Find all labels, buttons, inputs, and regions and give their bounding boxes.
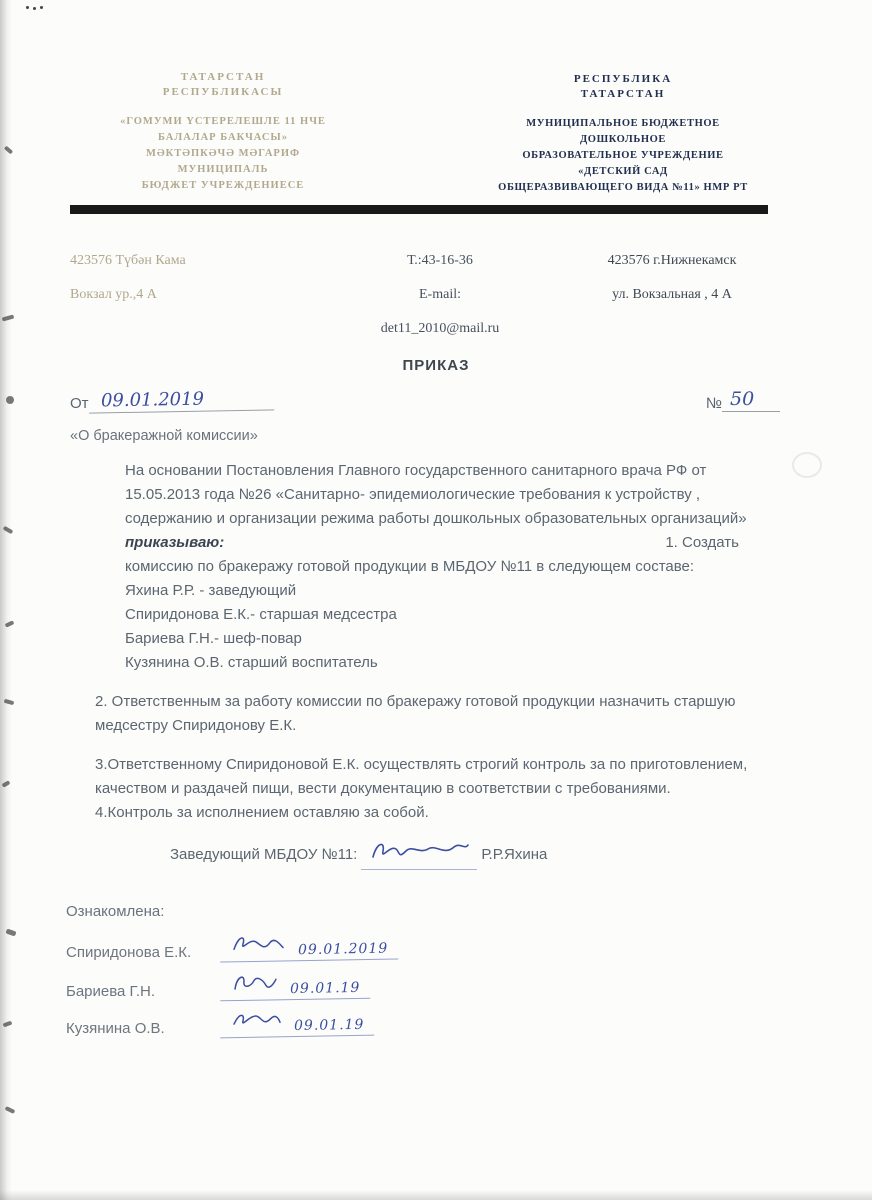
scan-artifact [2,780,11,787]
order-subject: «О бракеражной комиссии» [70,428,258,444]
order-meta-row [70,388,780,412]
letterhead-russian-org [468,116,778,196]
scan-artifact [4,146,13,155]
letterhead-tatar-org-line: БАЛАЛАР БАКЧАСЫ» [157,132,288,143]
body-line [95,531,757,555]
prikaz-keyword: приказываю: [125,534,225,551]
body-line: 3.Ответственному Спиридоновой Е.К. осуществлять строгий контроль за по приготовлением, [95,756,748,773]
ack-row [66,1008,374,1037]
letterhead-tatar-org [88,114,358,194]
body-line: 2. Ответственным за работу комиссии по бракеражу готовой продукции назначить старшую [95,693,736,710]
from-label: От [70,395,89,412]
signature-spiridonova [230,932,286,959]
scan-artifact [5,620,15,627]
letterhead-russian-org-line: ОБРАЗОВАТЕЛЬНОЕ УЧРЕЖДЕНИЕ [522,150,724,161]
scan-artifact [3,526,14,534]
ack-date-handwritten: 09.01.19 [293,1016,365,1035]
ack-date-handwritten: 09.01.19 [289,979,361,998]
contacts-block [70,253,780,355]
scan-artifact [2,315,15,322]
letterhead-russian-republic-line2: ТАТАРСТАН [580,88,666,100]
scan-artifact [26,6,29,9]
letterhead-russian-republic-line1: РЕСПУБЛИКА [573,73,673,85]
item-1-create: 1. Создать [665,534,739,551]
number-label: № [705,395,722,412]
signature-barieva [230,971,278,998]
letterhead-tatar-org-line: МӘКТӘПКӘЧӘ МӘГАРИФ [145,148,301,159]
address-tatar-line2: Вокзал ур.,4 А [70,287,157,302]
commission-member: Спиридонова Е.К.- старшая медсестра [125,606,397,623]
commission-member: Яхина Р.Р. - заведующий [125,582,297,599]
letterhead-tatar-republic-line2: РЕСПУБЛИКАСЫ [162,86,284,98]
letterhead-tatar [88,70,358,194]
address-russian-line1: 423576 г.Нижнекамск [607,253,737,268]
commission-member: Кузянина О.В. старший воспитатель [125,654,378,671]
acknowledgement-title: Ознакомлена: [66,903,165,920]
ack-row [66,971,370,1000]
address-russian-line2: ул. Вокзальная , 4 А [612,287,732,302]
letterhead-russian [468,72,778,196]
body-line: медсестру Спиридонову Е.К. [95,717,297,734]
address-tatar-line1: 423576 Түбән Кама [70,253,186,268]
signature-kuzyanina [230,1008,282,1035]
scan-artifact [4,699,15,705]
order-number-handwritten: 50 [722,388,780,412]
letterhead-tatar-org-line: «ГОМУМИ ҮСТЕРЕЛЕШЛЕ 11 НЧЕ [120,116,326,127]
email-address: det11_2010@mail.ru [380,321,500,336]
letterhead-tatar-org-line: МУНИЦИПАЛЬ [177,164,269,175]
letterhead-russian-org-line: ДОШКОЛЬНОЕ [579,134,667,145]
phone-number: Т.:43-16-36 [407,253,473,268]
header-divider-bar [70,205,768,214]
ack-signature-and-date [220,970,371,1002]
ack-date-handwritten: 09.01.2019 [297,940,389,959]
scan-artifact [6,396,14,404]
letterhead-russian-org-line: ОБЩЕРАЗВИВАЮЩЕГО ВИДА №11» НМР РТ [498,182,748,193]
order-date-handwritten: 09.01.2019 [88,387,273,413]
scan-artifact [3,1021,13,1028]
commission-member: Бариева Г.Н.- шеф-повар [125,630,302,647]
letterhead-tatar-republic-line1: ТАТАРСТАН [180,71,266,83]
scan-artifact [792,452,822,478]
order-body [95,459,757,825]
letterhead-russian-org-line: МУНИЦИПАЛЬНОЕ БЮДЖЕТНОЕ [526,118,720,129]
paragraph-3 [95,753,757,825]
letterhead-russian-org-line: «ДЕТСКИЙ САД [578,166,668,177]
ack-name: Кузянина О.В. [66,1020,165,1037]
body-line: На основании Постановления Главного государственного санитарного врача РФ от [125,462,707,479]
paragraph-4: 4.Контроль за исполнением оставляю за собой. [95,804,429,821]
email-label: E-mail: [419,287,461,302]
director-name: Р.Р.Яхина [481,845,548,863]
body-line: комиссию по бракеражу готовой продукции в МБДОУ №11 в следующем составе: [125,558,695,575]
director-signature-label: Заведующий МБДОУ №11: [170,845,358,863]
ack-signature-and-date [220,930,399,962]
body-line: содержанию и организации режима работы дошкольных образовательных организаций» [125,510,747,527]
ack-row [66,932,398,961]
ack-signature-and-date [220,1007,375,1039]
signature-yakhina [361,838,477,870]
document-title: ПРИКАЗ [402,357,470,374]
ack-name: Спиридонова Е.К. [66,944,192,961]
ack-name: Бариева Г.Н. [66,983,156,1000]
scan-artifact [5,1106,16,1114]
body-line: качеством и раздачей пищи, вести документацию в соответствии с требованиями. [95,780,671,797]
scan-artifact [5,928,16,936]
director-signature-row [170,838,547,870]
paragraph-2 [95,690,757,738]
letterhead-tatar-org-line: БЮДЖЕТ УЧРЕЖДЕНИЕСЕ [141,180,305,191]
body-line: 15.05.2013 года №26 «Санитарно- эпидемиологические требования к устройству , [125,486,701,503]
